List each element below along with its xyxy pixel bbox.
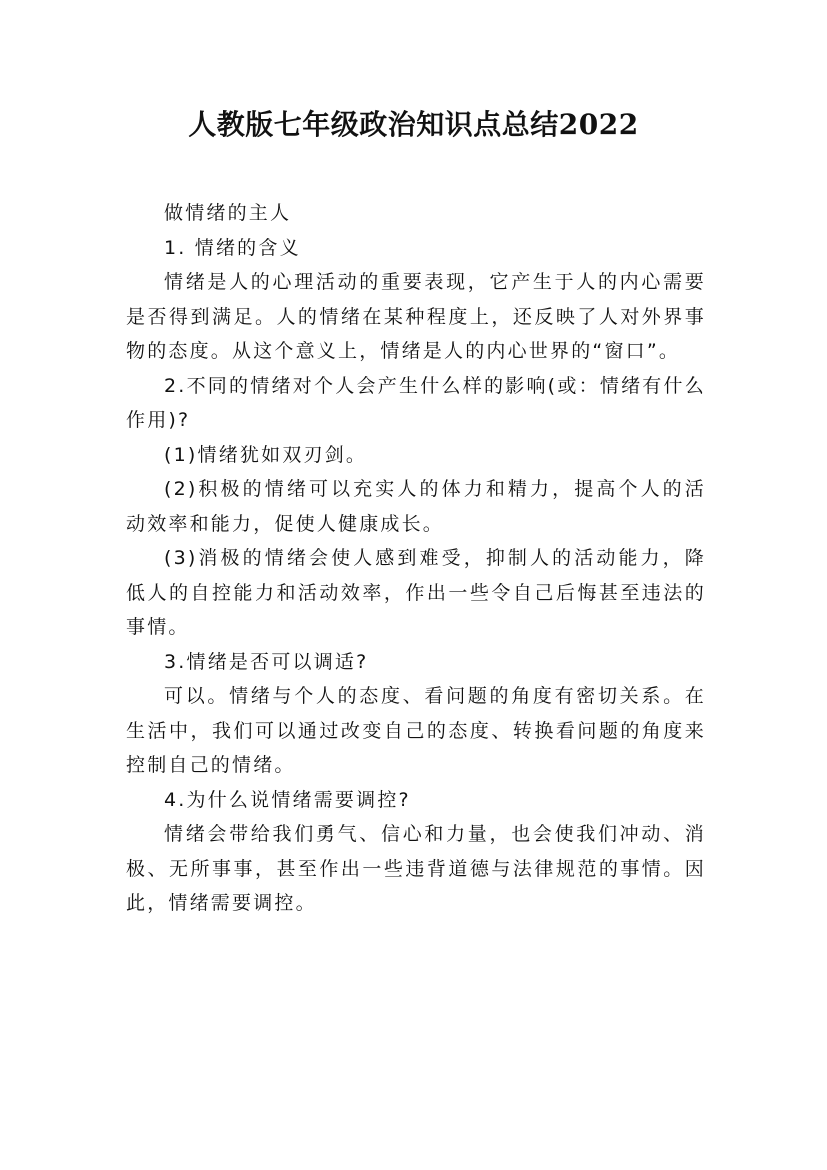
section-heading: 做情绪的主人	[164, 202, 292, 224]
question: 2.不同的情绪对个人会产生什么样的影响(或：情绪有什么作用)?	[126, 374, 706, 431]
paragraph: 情绪会带给我们勇气、信心和力量，也会使我们冲动、消极、无所事事，甚至作出一些违背道德与法律规范的事情。因此，情绪需要调控。	[126, 823, 706, 914]
question: 3.情绪是否可以调适?	[164, 650, 369, 673]
answer-point: (2)积极的情绪可以充实人的体力和精力，提高个人的活动效率和能力，促使人健康成长。	[126, 478, 706, 535]
subheading: 1. 情绪的含义	[164, 236, 301, 259]
answer-point: (1)情绪犹如双刃剑。	[164, 443, 368, 466]
answer-point: (3)消极的情绪会使人感到难受，抑制人的活动能力，降低人的自控能力和活动效率，作出一些令自己后悔甚至违法的事情。	[126, 547, 706, 638]
paragraph: 情绪是人的心理活动的重要表现，它产生于人的内心需要是否得到满足。人的情绪在某种程度上，还反映了人对外界事物的态度。从这个意义上，情绪是人的内心世界的“窗口”。	[126, 271, 706, 362]
document-title: 人教版七年级政治知识点总结2022	[188, 108, 639, 141]
document-body	[126, 196, 706, 921]
paragraph: 可以。情绪与个人的态度、看问题的角度有密切关系。在生活中，我们可以通过改变自己的态度、转换看问题的角度来控制自己的情绪。	[126, 685, 706, 776]
question: 4.为什么说情绪需要调控?	[164, 788, 411, 811]
